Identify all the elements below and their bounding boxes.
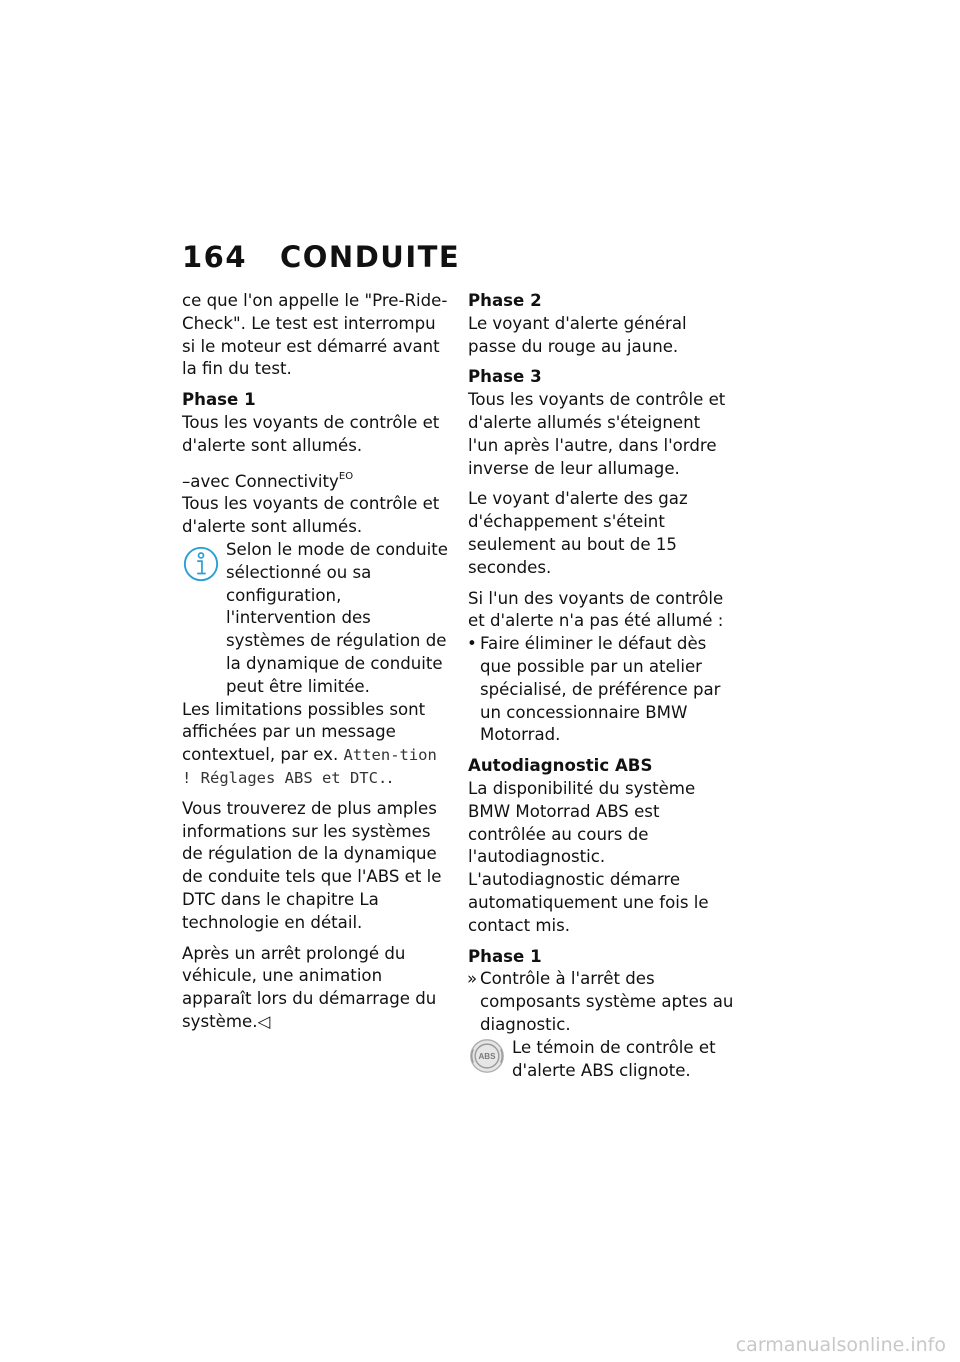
abs-note [468, 1037, 734, 1083]
more-info-paragraph: Vous trouverez de plus amples informations sur les systèmes de régulation de la dynamique de conduite tels que l'ABS et le DTC dans le chapitre La technologie en détail. [182, 798, 442, 932]
info-note [182, 539, 450, 699]
phase3-text: Tous les voyants de contrôle et d'alerte allumés s'éteignent l'un après l'autre, dans l'ordre inverse de leur allumage. [468, 390, 726, 478]
phase3-heading: Phase 3 [468, 367, 542, 387]
left-column [182, 290, 450, 1042]
abs-phase1-heading: Phase 1 [468, 946, 542, 966]
limits-message: Atten-tion ! Réglages ABS et DTC. [182, 746, 437, 787]
list-item: » Contrôle à l'arrêt des composants système aptes au diagnostic. [468, 968, 734, 1036]
intro-paragraph: ce que l'on appelle le "Pre-Ride-Check". Le test est interrompu si le moteur est démarré avant la fin du test. [182, 291, 448, 379]
right-column [468, 290, 734, 1082]
limits-end: . [387, 767, 393, 787]
abs-phase1-heading-wrap [468, 946, 734, 969]
limits-paragraph [182, 699, 450, 790]
abs-heading: Autodiagnostic ABS [468, 756, 653, 776]
phase1-text: Tous les voyants de contrôle et d'alerte sont allumés. [182, 412, 440, 455]
connectivity-block [182, 466, 450, 539]
abs-step-list [468, 968, 734, 1036]
connectivity-sup: EO [338, 470, 354, 482]
page-number: 164 [182, 240, 248, 274]
watermark: carmanualsonline.info [735, 1334, 946, 1356]
phase2-block [468, 290, 734, 358]
phase2-heading: Phase 2 [468, 291, 542, 310]
connectivity-text: Tous les voyants de contrôle et d'alerte sont allumés. [182, 494, 440, 537]
note-text: Selon le mode de conduite sélectionné ou sa configuration, l'intervention des systèmes de régulation de la dynamique de conduite peut être limitée. [226, 539, 448, 696]
abs-text: La disponibilité du système BMW Motorrad ABS est contrôlée au cours de l'autodiagnostic. L'autodiagnostic démarre automatiquement une fois le contact mis. [468, 778, 709, 935]
phase2-text: Le voyant d'alerte général passe du rouge au jaune. [468, 313, 687, 356]
chapter-title: CONDUITE [280, 240, 461, 274]
page-header [182, 240, 460, 274]
if-not-paragraph: Si l'un des voyants de contrôle et d'alerte n'a pas été allumé : [468, 588, 724, 631]
limits-text: Les limitations possibles sont affichées par un message contextuel, par ex. [182, 699, 426, 765]
abs-icon-label: ABS [478, 1051, 496, 1061]
list-item: • Faire éliminer le défaut dès que possible par un atelier spécialisé, de préférence par un concessionnaire BMW Motorrad. [468, 633, 734, 747]
end-mark-icon: ◁ [257, 1011, 271, 1031]
abs-note-text: Le témoin de contrôle et d'alerte ABS clignote. [512, 1037, 716, 1080]
phase1-block [182, 389, 450, 457]
phase3-block [468, 366, 734, 480]
after-stop-paragraph [182, 943, 450, 1034]
phase1-heading: Phase 1 [182, 390, 256, 410]
connectivity-prefix: –avec Connectivity [182, 471, 339, 491]
gas-paragraph: Le voyant d'alerte des gaz d'échappement s'éteint seulement au bout de 15 secondes. [468, 489, 688, 577]
info-icon [182, 545, 220, 583]
abs-block [468, 755, 734, 937]
abs-warning-icon [468, 1037, 506, 1075]
after-stop-text: Après un arrêt prolongé du véhicule, une animation apparaît lors du démarrage du système. [182, 943, 437, 1031]
action-list [468, 633, 734, 747]
